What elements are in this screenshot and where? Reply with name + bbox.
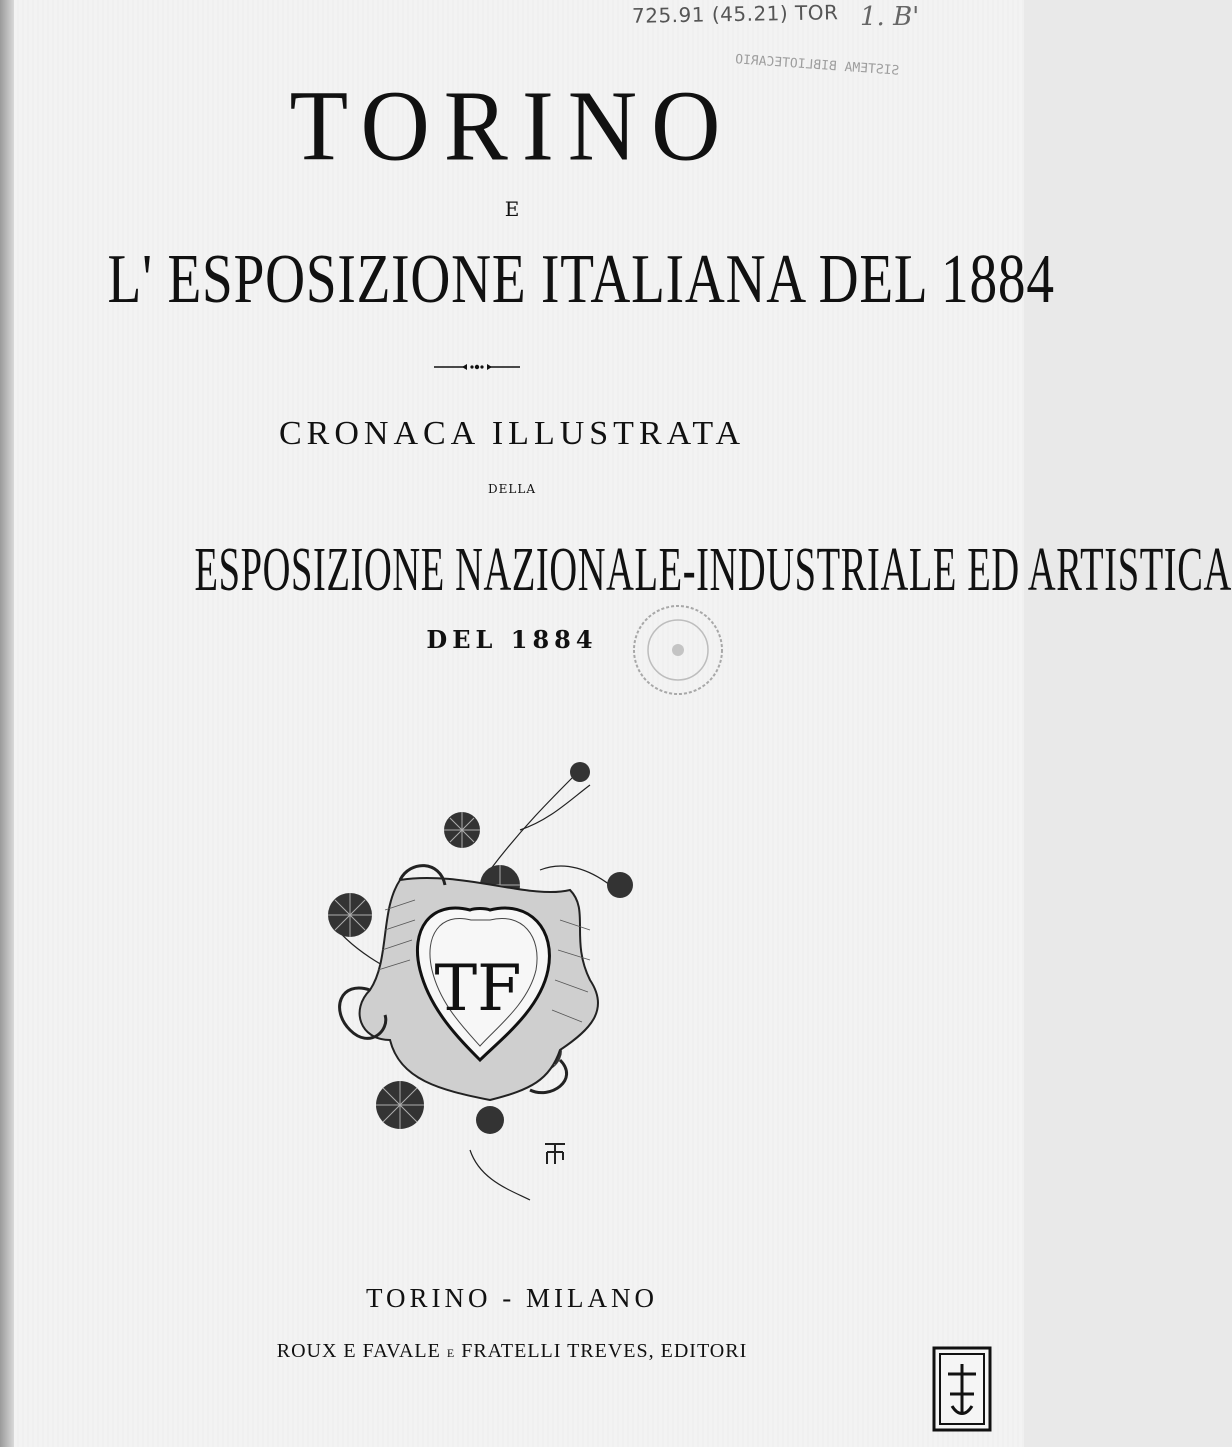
- ornamental-rule: [432, 362, 522, 372]
- della-connector: DELLA: [488, 482, 536, 496]
- imprint-publishers: [0, 1340, 1024, 1363]
- emblem-illustration: [290, 760, 710, 1200]
- artist-signature: [542, 1140, 568, 1170]
- publisher-roux-favale: ROUX E FAVALE: [276, 1340, 441, 1362]
- chronicle-heading: CRONACA ILLUSTRATA: [278, 415, 746, 452]
- title-conjunction: E: [504, 197, 520, 221]
- imprint-cities: TORINO - MILANO: [366, 1283, 658, 1313]
- signature-mark-icon: [542, 1140, 568, 1166]
- year-line: DEL 1884: [426, 625, 598, 654]
- exhibition-name: ESPOSIZIONE NAZIONALE-INDUSTRIALE ED ARTISTICA: [194, 536, 1232, 604]
- main-subtitle: L' ESPOSIZIONE ITALIANA DEL 1884: [107, 241, 1055, 318]
- corner-library-stamp: [932, 1346, 992, 1432]
- folio-annotation: 1. B': [860, 2, 920, 32]
- emblem-monogram: TF: [434, 952, 522, 1026]
- publisher-treves: FRATELLI TREVES, EDITORI: [461, 1340, 748, 1362]
- page-title: TORINO: [289, 69, 735, 182]
- shelfmark-annotation: 725.91 (45.21) TOR: [631, 0, 839, 28]
- library-stamp-text: SISTEMA BIBLIOTECARIO: [734, 52, 900, 79]
- publisher-conjunction: E: [446, 1346, 456, 1360]
- round-library-stamp: [628, 600, 728, 700]
